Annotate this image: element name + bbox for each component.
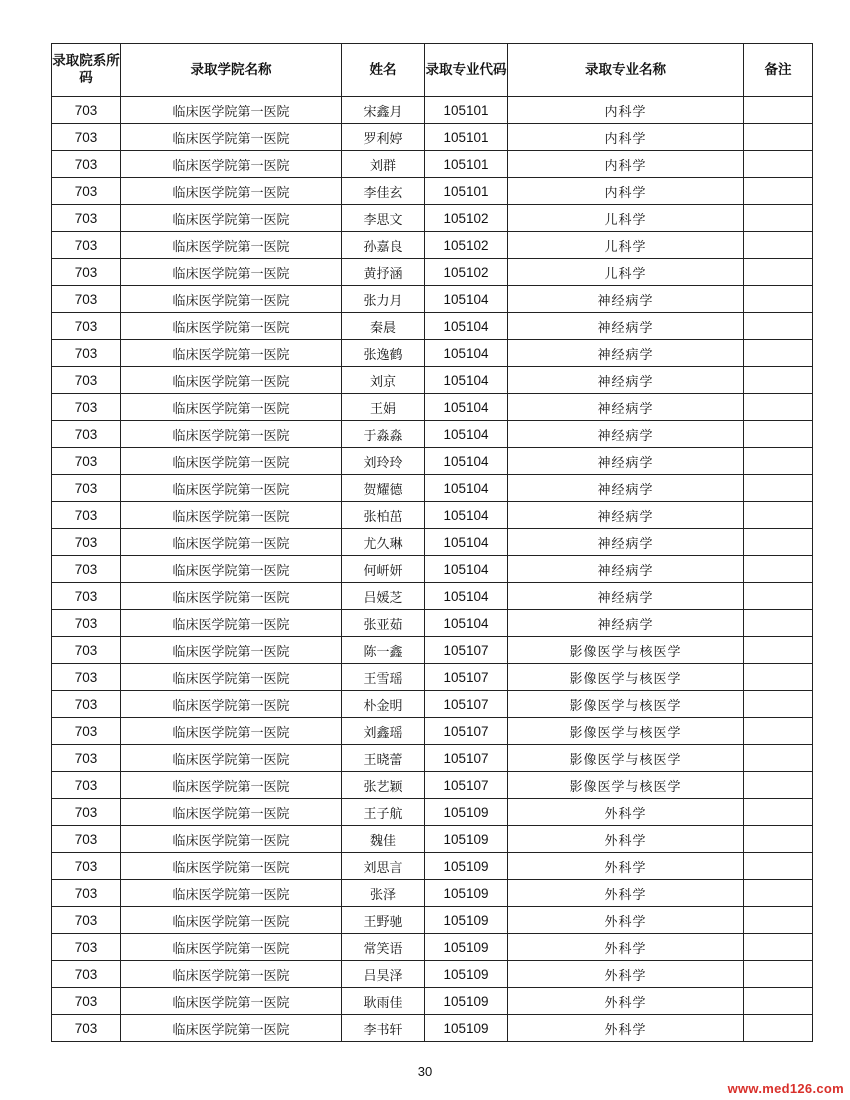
cell-student-name: 黄抒涵 — [342, 259, 425, 286]
cell-note — [744, 691, 813, 718]
cell-student-name: 王野驰 — [342, 907, 425, 934]
cell-major-code: 105104 — [425, 475, 508, 502]
cell-major-name: 神经病学 — [508, 313, 744, 340]
cell-college-code: 703 — [52, 610, 121, 637]
cell-student-name: 魏佳 — [342, 826, 425, 853]
cell-note — [744, 610, 813, 637]
cell-major-name: 儿科学 — [508, 232, 744, 259]
cell-note — [744, 961, 813, 988]
cell-major-name: 外科学 — [508, 880, 744, 907]
cell-major-name: 儿科学 — [508, 259, 744, 286]
cell-college-name: 临床医学院第一医院 — [121, 826, 342, 853]
table-row — [52, 448, 813, 475]
cell-major-name: 内科学 — [508, 151, 744, 178]
cell-note — [744, 178, 813, 205]
watermark: www.med126.com — [727, 1081, 844, 1096]
cell-college-name: 临床医学院第一医院 — [121, 718, 342, 745]
cell-college-name: 临床医学院第一医院 — [121, 907, 342, 934]
cell-student-name: 李思文 — [342, 205, 425, 232]
cell-college-name: 临床医学院第一医院 — [121, 286, 342, 313]
cell-college-code: 703 — [52, 529, 121, 556]
cell-student-name: 李佳玄 — [342, 178, 425, 205]
header-college-code: 录取院系所码 — [52, 44, 121, 97]
cell-college-code: 703 — [52, 313, 121, 340]
cell-college-code: 703 — [52, 340, 121, 367]
table-row — [52, 718, 813, 745]
cell-college-name: 临床医学院第一医院 — [121, 745, 342, 772]
cell-note — [744, 502, 813, 529]
cell-major-code: 105109 — [425, 826, 508, 853]
cell-college-name: 临床医学院第一医院 — [121, 1015, 342, 1042]
table-row — [52, 664, 813, 691]
cell-major-code: 105107 — [425, 637, 508, 664]
cell-major-name: 外科学 — [508, 853, 744, 880]
table-row — [52, 745, 813, 772]
cell-student-name: 张亚茹 — [342, 610, 425, 637]
cell-student-name: 秦晨 — [342, 313, 425, 340]
cell-college-code: 703 — [52, 961, 121, 988]
cell-note — [744, 124, 813, 151]
cell-major-code: 105104 — [425, 583, 508, 610]
cell-major-code: 105104 — [425, 394, 508, 421]
admission-table — [51, 43, 813, 1042]
cell-major-name: 影像医学与核医学 — [508, 718, 744, 745]
cell-major-name: 内科学 — [508, 124, 744, 151]
table-row — [52, 97, 813, 124]
cell-student-name: 王雪瑶 — [342, 664, 425, 691]
table-row — [52, 286, 813, 313]
cell-note — [744, 367, 813, 394]
cell-student-name: 常笑语 — [342, 934, 425, 961]
cell-major-name: 神经病学 — [508, 367, 744, 394]
cell-student-name: 张泽 — [342, 880, 425, 907]
cell-student-name: 朴金明 — [342, 691, 425, 718]
table-row — [52, 124, 813, 151]
cell-note — [744, 259, 813, 286]
cell-major-code: 105109 — [425, 799, 508, 826]
cell-major-code: 105104 — [425, 286, 508, 313]
cell-note — [744, 1015, 813, 1042]
cell-major-code: 105107 — [425, 772, 508, 799]
table-row — [52, 178, 813, 205]
cell-major-code: 105109 — [425, 907, 508, 934]
cell-college-code: 703 — [52, 583, 121, 610]
cell-college-name: 临床医学院第一医院 — [121, 961, 342, 988]
cell-major-code: 105104 — [425, 610, 508, 637]
cell-college-code: 703 — [52, 934, 121, 961]
cell-college-code: 703 — [52, 664, 121, 691]
cell-college-name: 临床医学院第一医院 — [121, 448, 342, 475]
table-row — [52, 826, 813, 853]
cell-major-name: 神经病学 — [508, 448, 744, 475]
cell-student-name: 张柏茁 — [342, 502, 425, 529]
cell-major-code: 105104 — [425, 421, 508, 448]
header-student-name: 姓名 — [342, 44, 425, 97]
table-row — [52, 691, 813, 718]
cell-student-name: 罗利婷 — [342, 124, 425, 151]
cell-college-name: 临床医学院第一医院 — [121, 853, 342, 880]
header-major-name: 录取专业名称 — [508, 44, 744, 97]
cell-college-name: 临床医学院第一医院 — [121, 880, 342, 907]
table-row — [52, 907, 813, 934]
table-row — [52, 610, 813, 637]
cell-college-name: 临床医学院第一医院 — [121, 124, 342, 151]
table-row — [52, 205, 813, 232]
cell-student-name: 耿雨佳 — [342, 988, 425, 1015]
cell-major-name: 影像医学与核医学 — [508, 664, 744, 691]
cell-note — [744, 583, 813, 610]
cell-college-code: 703 — [52, 151, 121, 178]
cell-major-name: 神经病学 — [508, 529, 744, 556]
table-row — [52, 988, 813, 1015]
cell-note — [744, 475, 813, 502]
cell-major-name: 神经病学 — [508, 340, 744, 367]
cell-note — [744, 799, 813, 826]
cell-major-name: 外科学 — [508, 1015, 744, 1042]
cell-note — [744, 745, 813, 772]
cell-college-code: 703 — [52, 178, 121, 205]
cell-note — [744, 97, 813, 124]
cell-college-code: 703 — [52, 853, 121, 880]
cell-college-code: 703 — [52, 1015, 121, 1042]
cell-major-name: 神经病学 — [508, 421, 744, 448]
cell-note — [744, 313, 813, 340]
cell-college-code: 703 — [52, 259, 121, 286]
cell-student-name: 尤久琳 — [342, 529, 425, 556]
cell-major-code: 105107 — [425, 691, 508, 718]
cell-note — [744, 340, 813, 367]
cell-note — [744, 826, 813, 853]
cell-college-name: 临床医学院第一医院 — [121, 421, 342, 448]
cell-major-name: 外科学 — [508, 826, 744, 853]
cell-major-code: 105101 — [425, 151, 508, 178]
cell-note — [744, 988, 813, 1015]
cell-college-name: 临床医学院第一医院 — [121, 313, 342, 340]
table-row — [52, 232, 813, 259]
table-row — [52, 934, 813, 961]
cell-college-name: 临床医学院第一医院 — [121, 151, 342, 178]
cell-major-code: 105104 — [425, 313, 508, 340]
cell-college-code: 703 — [52, 421, 121, 448]
cell-college-code: 703 — [52, 826, 121, 853]
cell-college-name: 临床医学院第一医院 — [121, 232, 342, 259]
cell-student-name: 孙嘉良 — [342, 232, 425, 259]
cell-college-code: 703 — [52, 745, 121, 772]
cell-college-name: 临床医学院第一医院 — [121, 637, 342, 664]
cell-college-name: 临床医学院第一医院 — [121, 340, 342, 367]
cell-college-code: 703 — [52, 907, 121, 934]
table-row — [52, 799, 813, 826]
cell-college-code: 703 — [52, 205, 121, 232]
cell-college-code: 703 — [52, 799, 121, 826]
table-row — [52, 772, 813, 799]
cell-major-code: 105109 — [425, 1015, 508, 1042]
cell-college-code: 703 — [52, 988, 121, 1015]
cell-major-name: 影像医学与核医学 — [508, 691, 744, 718]
cell-student-name: 刘思言 — [342, 853, 425, 880]
cell-student-name: 刘鑫瑶 — [342, 718, 425, 745]
page-number: 30 — [417, 1064, 433, 1079]
cell-major-name: 内科学 — [508, 97, 744, 124]
cell-major-code: 105109 — [425, 934, 508, 961]
cell-student-name: 张逸鹤 — [342, 340, 425, 367]
table-row — [52, 502, 813, 529]
cell-major-name: 神经病学 — [508, 610, 744, 637]
cell-major-code: 105107 — [425, 718, 508, 745]
cell-major-name: 外科学 — [508, 799, 744, 826]
cell-major-name: 外科学 — [508, 907, 744, 934]
cell-college-code: 703 — [52, 97, 121, 124]
cell-student-name: 吕媛芝 — [342, 583, 425, 610]
cell-major-name: 神经病学 — [508, 475, 744, 502]
cell-major-name: 外科学 — [508, 961, 744, 988]
cell-student-name: 李书轩 — [342, 1015, 425, 1042]
cell-college-name: 临床医学院第一医院 — [121, 799, 342, 826]
cell-major-name: 内科学 — [508, 178, 744, 205]
cell-major-code: 105102 — [425, 205, 508, 232]
table-row — [52, 637, 813, 664]
cell-college-name: 临床医学院第一医院 — [121, 988, 342, 1015]
table-row — [52, 421, 813, 448]
cell-college-code: 703 — [52, 448, 121, 475]
cell-note — [744, 637, 813, 664]
cell-note — [744, 421, 813, 448]
cell-college-code: 703 — [52, 556, 121, 583]
cell-college-name: 临床医学院第一医院 — [121, 178, 342, 205]
table-row — [52, 961, 813, 988]
cell-student-name: 刘群 — [342, 151, 425, 178]
cell-college-code: 703 — [52, 394, 121, 421]
cell-major-code: 105109 — [425, 988, 508, 1015]
cell-major-code: 105109 — [425, 880, 508, 907]
table-row — [52, 313, 813, 340]
cell-major-code: 105104 — [425, 448, 508, 475]
cell-college-code: 703 — [52, 367, 121, 394]
cell-college-code: 703 — [52, 637, 121, 664]
cell-college-code: 703 — [52, 502, 121, 529]
cell-student-name: 何岍妍 — [342, 556, 425, 583]
cell-college-name: 临床医学院第一医院 — [121, 502, 342, 529]
cell-college-name: 临床医学院第一医院 — [121, 475, 342, 502]
cell-college-name: 临床医学院第一医院 — [121, 610, 342, 637]
cell-major-name: 神经病学 — [508, 286, 744, 313]
cell-note — [744, 907, 813, 934]
table-row — [52, 394, 813, 421]
cell-major-code: 105104 — [425, 340, 508, 367]
cell-major-name: 外科学 — [508, 988, 744, 1015]
cell-major-code: 105102 — [425, 259, 508, 286]
cell-note — [744, 286, 813, 313]
cell-college-name: 临床医学院第一医院 — [121, 691, 342, 718]
cell-college-code: 703 — [52, 691, 121, 718]
cell-college-name: 临床医学院第一医院 — [121, 259, 342, 286]
cell-major-code: 105102 — [425, 232, 508, 259]
cell-college-name: 临床医学院第一医院 — [121, 97, 342, 124]
cell-college-code: 703 — [52, 475, 121, 502]
cell-college-name: 临床医学院第一医院 — [121, 529, 342, 556]
cell-major-name: 神经病学 — [508, 556, 744, 583]
cell-college-name: 临床医学院第一医院 — [121, 772, 342, 799]
header-major-code: 录取专业代码 — [425, 44, 508, 97]
cell-college-code: 703 — [52, 880, 121, 907]
table-row — [52, 556, 813, 583]
cell-student-name: 宋鑫月 — [342, 97, 425, 124]
cell-major-code: 105104 — [425, 367, 508, 394]
cell-note — [744, 880, 813, 907]
cell-major-code: 105107 — [425, 664, 508, 691]
cell-major-name: 影像医学与核医学 — [508, 745, 744, 772]
cell-note — [744, 529, 813, 556]
table-row — [52, 853, 813, 880]
cell-major-code: 105104 — [425, 529, 508, 556]
table-row — [52, 475, 813, 502]
cell-major-code: 105101 — [425, 178, 508, 205]
header-note: 备注 — [744, 44, 813, 97]
cell-student-name: 张力月 — [342, 286, 425, 313]
cell-major-code: 105107 — [425, 745, 508, 772]
cell-note — [744, 394, 813, 421]
cell-student-name: 刘玲玲 — [342, 448, 425, 475]
cell-major-code: 105101 — [425, 97, 508, 124]
cell-major-code: 105104 — [425, 502, 508, 529]
cell-note — [744, 151, 813, 178]
cell-college-code: 703 — [52, 772, 121, 799]
cell-college-name: 临床医学院第一医院 — [121, 367, 342, 394]
cell-student-name: 陈一鑫 — [342, 637, 425, 664]
cell-major-code: 105109 — [425, 961, 508, 988]
cell-college-code: 703 — [52, 718, 121, 745]
cell-college-code: 703 — [52, 124, 121, 151]
table-row — [52, 880, 813, 907]
cell-college-name: 临床医学院第一医院 — [121, 664, 342, 691]
cell-note — [744, 664, 813, 691]
cell-major-name: 外科学 — [508, 934, 744, 961]
cell-student-name: 吕昊泽 — [342, 961, 425, 988]
cell-major-name: 影像医学与核医学 — [508, 772, 744, 799]
cell-student-name: 王子航 — [342, 799, 425, 826]
table-row — [52, 340, 813, 367]
cell-college-code: 703 — [52, 286, 121, 313]
cell-note — [744, 205, 813, 232]
cell-note — [744, 718, 813, 745]
table-row — [52, 367, 813, 394]
header-college-name: 录取学院名称 — [121, 44, 342, 97]
cell-college-name: 临床医学院第一医院 — [121, 394, 342, 421]
cell-student-name: 张艺颖 — [342, 772, 425, 799]
cell-major-name: 儿科学 — [508, 205, 744, 232]
table-row — [52, 529, 813, 556]
cell-student-name: 王娟 — [342, 394, 425, 421]
cell-student-name: 贺耀德 — [342, 475, 425, 502]
cell-student-name: 王晓蕾 — [342, 745, 425, 772]
cell-major-code: 105109 — [425, 853, 508, 880]
cell-note — [744, 556, 813, 583]
cell-note — [744, 448, 813, 475]
cell-note — [744, 232, 813, 259]
cell-college-code: 703 — [52, 232, 121, 259]
cell-major-name: 神经病学 — [508, 502, 744, 529]
cell-college-name: 临床医学院第一医院 — [121, 556, 342, 583]
cell-college-name: 临床医学院第一医院 — [121, 205, 342, 232]
table-row — [52, 259, 813, 286]
cell-major-code: 105101 — [425, 124, 508, 151]
cell-major-name: 神经病学 — [508, 583, 744, 610]
cell-major-name: 神经病学 — [508, 394, 744, 421]
table-row — [52, 151, 813, 178]
cell-note — [744, 934, 813, 961]
table-header-row — [52, 44, 813, 97]
cell-college-name: 临床医学院第一医院 — [121, 934, 342, 961]
table-row — [52, 583, 813, 610]
cell-note — [744, 853, 813, 880]
cell-major-code: 105104 — [425, 556, 508, 583]
cell-major-name: 影像医学与核医学 — [508, 637, 744, 664]
cell-college-name: 临床医学院第一医院 — [121, 583, 342, 610]
cell-note — [744, 772, 813, 799]
cell-student-name: 于淼淼 — [342, 421, 425, 448]
cell-student-name: 刘京 — [342, 367, 425, 394]
table-row — [52, 1015, 813, 1042]
